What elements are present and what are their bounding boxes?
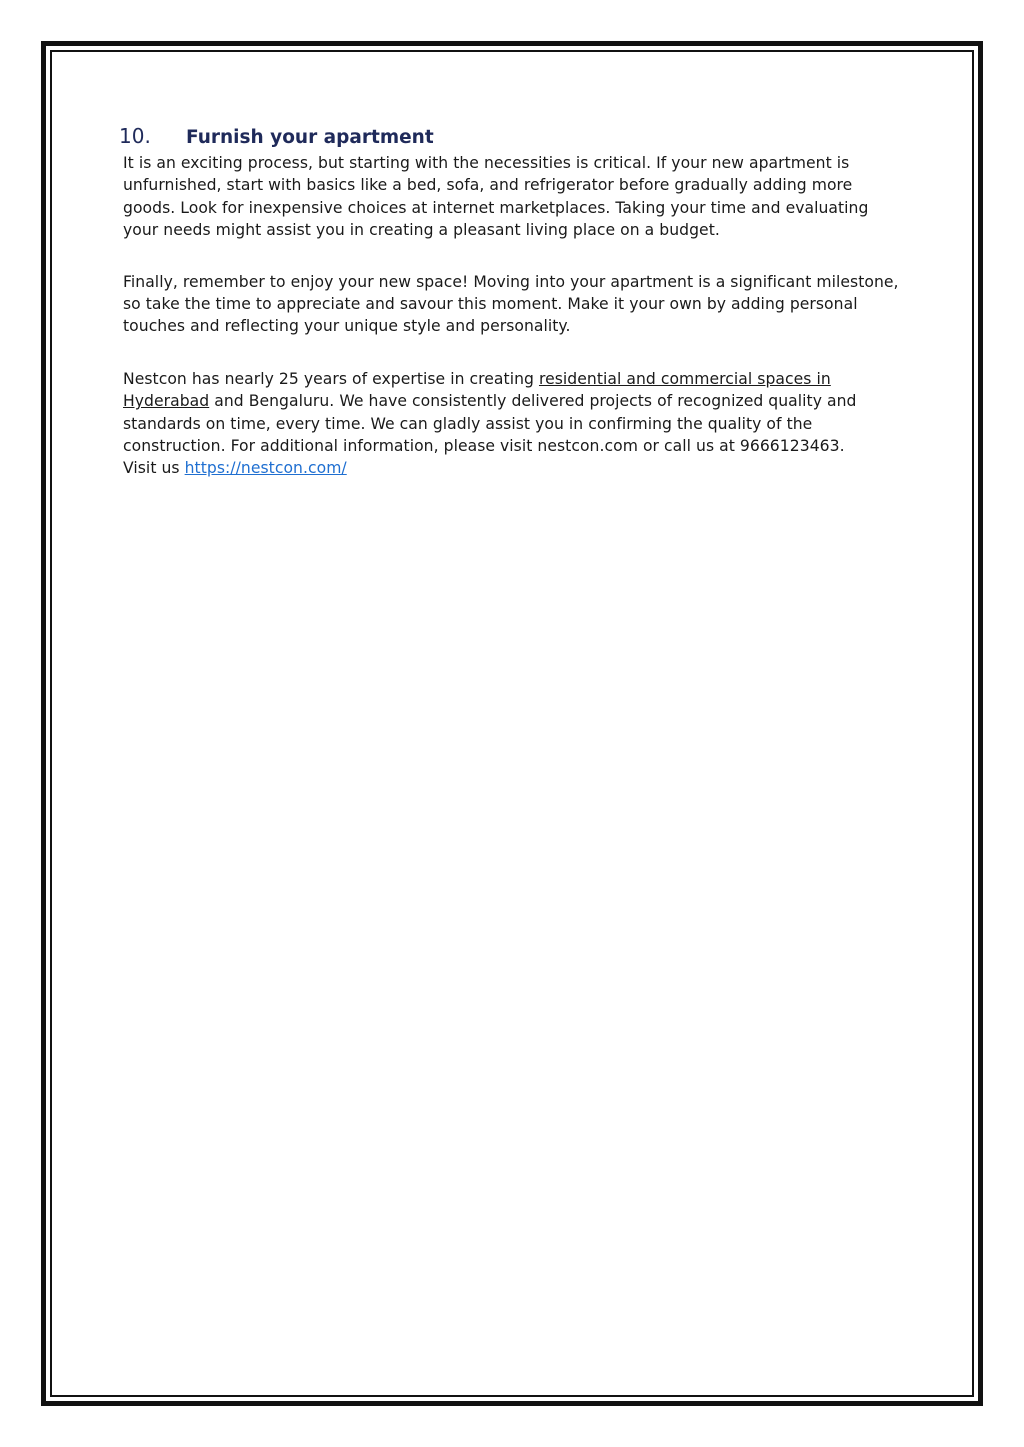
nestcon-website-link[interactable]: https://nestcon.com/ — [184, 459, 347, 478]
section-title: Furnish your apartment — [186, 127, 434, 148]
paragraph-furnish: It is an exciting process, but starting with the necessities is critical. If your new apartment is unfurnished, start with basics like a bed, sofa, and refrigerator before gradually adding more goods. Look for inexpensive choices at internet marketplaces. Taking your time and evaluating your needs might assist you in creating a pleasant living place on a budget. — [123, 154, 869, 240]
visit-label: Visit us — [123, 459, 185, 478]
nestcon-intro-text: Nestcon has nearly 25 years of expertise in creating — [123, 369, 539, 388]
nestcon-rest-text: and Bengaluru. We have consistently delivered projects of recognized quality and standards on time, every time. We can gladly assist you in confirming the quality of the construction. For additional information, please visit nestcon.com or call us at 9666123463. — [123, 392, 857, 456]
section-number: 10. — [119, 124, 151, 148]
document-body — [119, 124, 903, 480]
paragraph-nestcon — [123, 368, 903, 480]
section-heading — [119, 124, 903, 152]
residential-commercial-link[interactable]: residential and commercial spaces in Hyderabad — [123, 369, 831, 411]
paragraph-enjoy-space: Finally, remember to enjoy your new space! Moving into your apartment is a significant milestone, so take the time to appreciate and savour this moment. Make it your own by adding personal touches and reflecting your unique style and personality. — [123, 272, 899, 336]
